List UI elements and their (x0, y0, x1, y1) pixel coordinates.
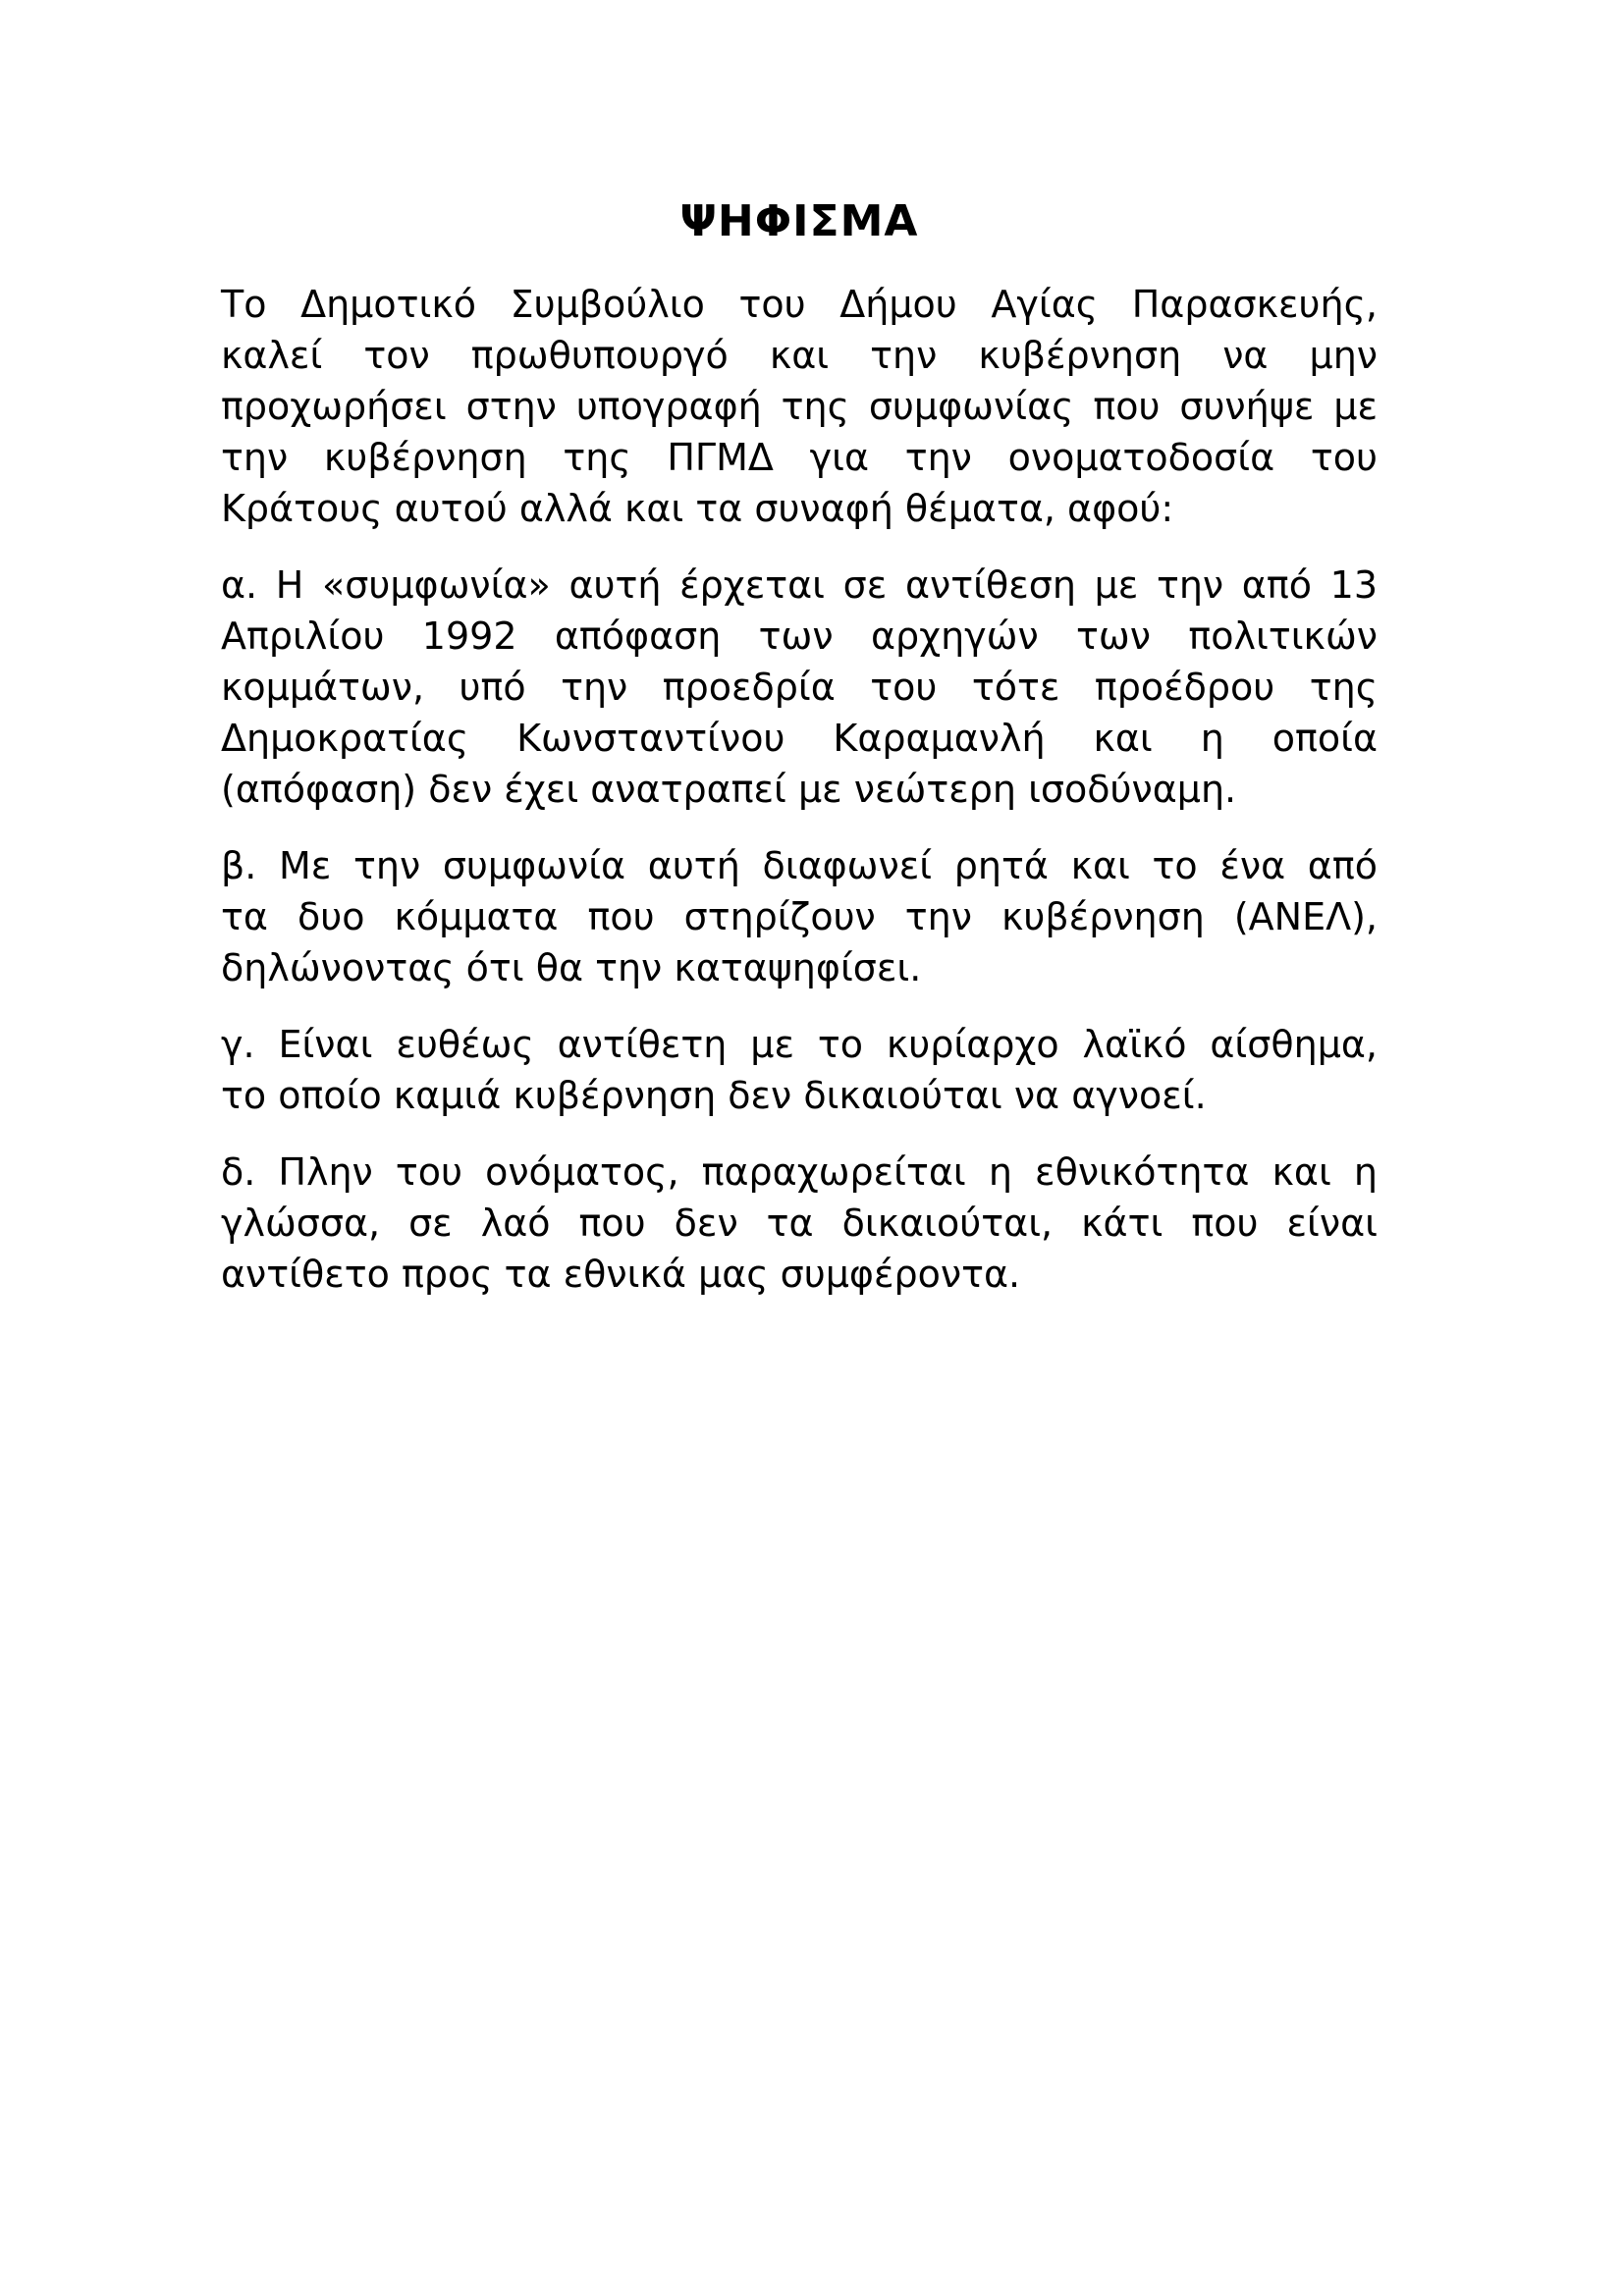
paragraph (221, 1147, 1378, 1300)
text-line: Απριλίου 1992 απόφαση των αρχηγών των πολιτικών (221, 614, 1378, 658)
paragraph (221, 279, 1378, 534)
paragraph-container (221, 279, 1378, 1300)
text-line: τα δυο κόμματα που στηρίζουν την κυβέρνηση (ΑΝΕΛ), (221, 895, 1378, 938)
text-line: Δημοκρατίας Κωνσταντίνου Καραμανλή και η οποία (221, 717, 1378, 760)
text-line: γλώσσα, σε λαό που δεν τα δικαιούται, κάτι που είναι (221, 1201, 1378, 1245)
text-line: (απόφαση) δεν έχει ανατραπεί με νεώτερη ισοδύναμη. (221, 768, 1237, 811)
paragraph (221, 840, 1378, 993)
text-line: καλεί τον πρωθυπουργό και την κυβέρνηση να μην (221, 334, 1378, 377)
text-line: Το Δημοτικό Συμβούλιο του Δήμου Αγίας Παρασκευής, (221, 283, 1378, 326)
text-block (221, 196, 1378, 1325)
text-line: προχωρήσει στην υπογραφή της συμφωνίας που συνήψε με (221, 385, 1378, 428)
text-line: κομμάτων, υπό την προεδρία του τότε προέδρου της (221, 666, 1378, 709)
paragraph (221, 1019, 1378, 1121)
text-line: α. Η «συμφωνία» αυτή έρχεται σε αντίθεση με την από 13 (221, 563, 1378, 607)
text-line: β. Με την συμφωνία αυτή διαφωνεί ρητά και το ένα από (221, 844, 1378, 887)
text-line: γ. Είναι ευθέως αντίθετη με το κυρίαρχο λαϊκό αίσθημα, (221, 1023, 1378, 1066)
text-line: το οποίο καμιά κυβέρνηση δεν δικαιούται να αγνοεί. (221, 1074, 1207, 1117)
text-line: Κράτους αυτού αλλά και τα συναφή θέματα, αφού: (221, 487, 1174, 530)
paragraph (221, 560, 1378, 815)
text-line: δ. Πλην του ονόματος, παραχωρείται η εθνικότητα και η (221, 1150, 1378, 1194)
text-line: την κυβέρνηση της ΠΓΜΔ για την ονοματοδοσία του (221, 436, 1378, 479)
document-title: ΨΗΦΙΣΜΑ (679, 196, 919, 246)
text-line: δηλώνοντας ότι θα την καταψηφίσει. (221, 946, 922, 989)
text-line: αντίθετο προς τα εθνικά μας συμφέροντα. (221, 1253, 1021, 1296)
